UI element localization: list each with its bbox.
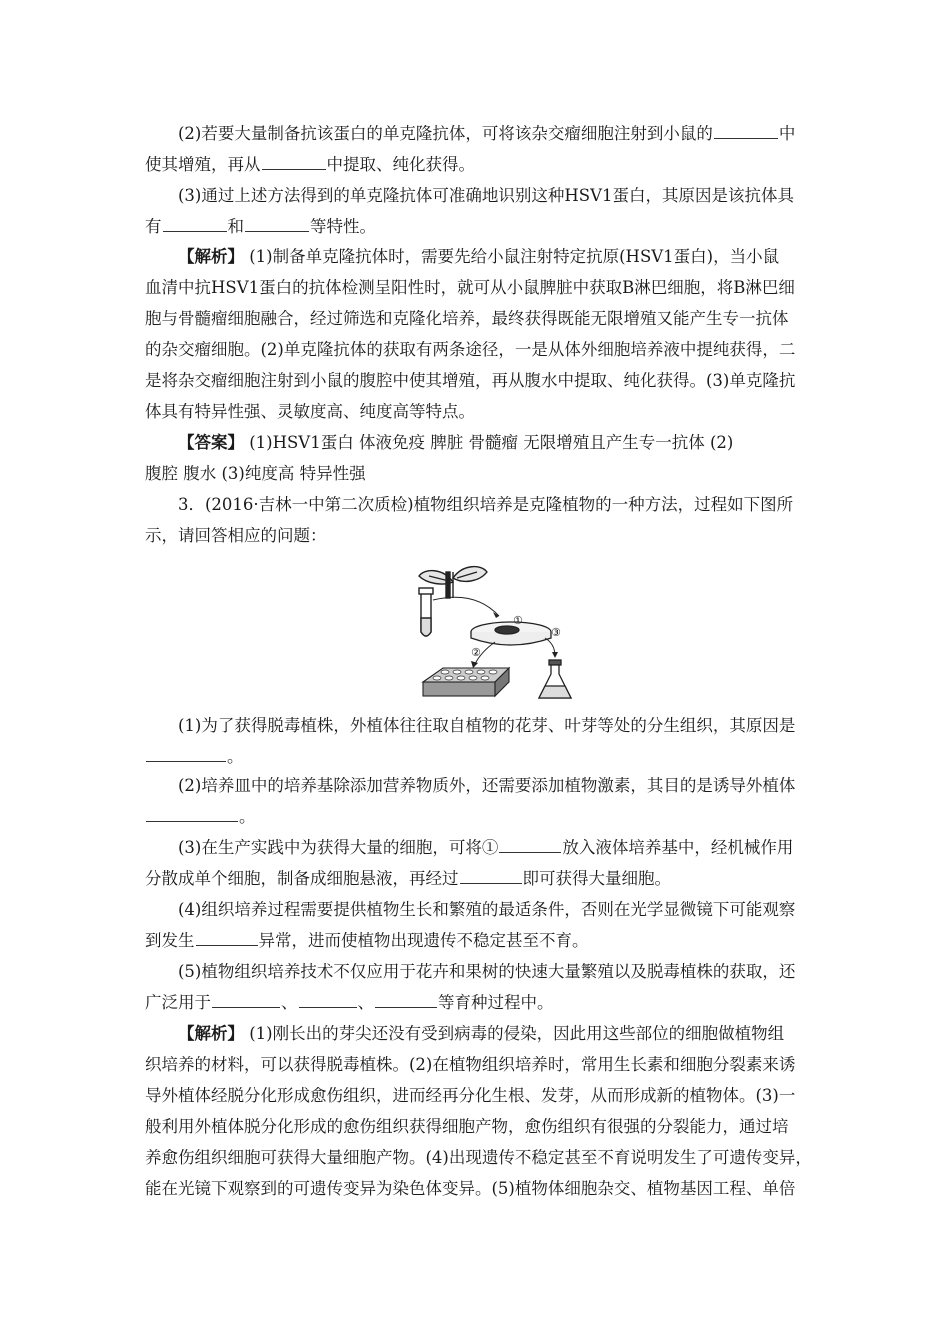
test-tube-icon — [419, 588, 433, 636]
answer-blank — [375, 989, 437, 1008]
arrow-line — [433, 597, 499, 616]
answer-blank — [146, 743, 226, 762]
q3-intro: 3．(2016·吉林一中第二次质检)植物组织培养是克隆植物的一种方法，过程如下图所 示，请回答相应的问题： — [145, 495, 794, 545]
q2-part2-line2: 使其增殖，再从 中提取、纯化获得。 — [145, 149, 809, 180]
scalpel-icon — [446, 572, 450, 598]
analysis-tag: 【解析】 — [178, 247, 244, 266]
flask-icon — [539, 660, 571, 698]
petri-dish-icon — [471, 622, 551, 645]
answer-blank — [146, 803, 238, 822]
q2-part2 — [145, 118, 809, 180]
q3-part3: (3)在生产实践中为获得大量的细胞，可将① 放入液体培养基中，经机械作用 分散成单个细胞，制备成细胞悬液，再经过 即可获得大量细胞。 — [145, 832, 809, 894]
answer-blank — [212, 989, 280, 1008]
figure-label-3: ③ — [551, 626, 561, 639]
answer-blank — [299, 989, 357, 1008]
arrow-head — [552, 652, 558, 658]
answer-blank — [262, 151, 326, 170]
q2-part3-line2: 有 和 等特性。 — [145, 211, 809, 242]
q3-part2: (2)培养皿中的培养基除添加营养物质外，还需要添加植物激素，其目的是诱导外植体 。 — [145, 770, 809, 832]
q2-part3 — [145, 180, 809, 242]
answer-blank — [163, 213, 227, 232]
answer-blank — [196, 927, 258, 946]
q3-part1: (1)为了获得脱毒植株，外植体往往取自植物的花芽、叶芽等处的分生组织，其原因是 。 — [145, 710, 809, 772]
tissue-culture-figure — [415, 560, 575, 705]
q2-answer: 【答案】 (1)HSV1蛋白 体液免疫 脾脏 骨髓瘤 无限增殖且产生专一抗体 (2) 腹腔 腹水 (3)纯度高 特异性强 — [145, 433, 734, 483]
answer-blank — [245, 213, 309, 232]
arrow-head — [471, 661, 478, 668]
figure-label-1: ① — [513, 614, 523, 627]
analysis-tag: 【解析】 — [178, 1024, 244, 1043]
q2-part3-line1: (3)通过上述方法得到的单克隆抗体可准确地识别这种HSV1蛋白，其原因是该抗体具 — [178, 186, 794, 205]
answer-blank — [714, 120, 778, 139]
answer-blank — [499, 834, 561, 853]
q3-part5: (5)植物组织培养技术不仅应用于花卉和果树的快速大量繁殖以及脱毒植株的获取，还 广泛用于 、 、 等育种过程中。 — [145, 962, 796, 1012]
answer-tag: 【答案】 — [178, 433, 244, 452]
figure-label-2: ② — [471, 646, 481, 659]
q2-part2-line1: (2)若要大量制备抗该蛋白的单克隆抗体，可将该杂交瘤细胞注射到小鼠的 中 — [145, 118, 809, 149]
q3-part4: (4)组织培养过程需要提供植物生长和繁殖的最适条件，否则在光学显微镜下可能观察 到发生 异常，进而使植物出现遗传不稳定甚至不育。 — [145, 900, 796, 950]
answer-blank — [460, 865, 522, 884]
q3-analysis: 【解析】 (1)刚长出的芽尖还没有受到病毒的侵染，因此用这些部位的细胞做植物组 织培养的材料，可以获得脱毒植株。(2)在植物组织培养时，常用生长素和细胞分裂素来诱 导外植体经脱分化形成愈伤组织，进而经再分化生根、发芽，从而形成新的植物体。(3)一 般利用外植体脱分化形成的愈伤组织获得细胞产物，愈伤组织有很强的分裂能力，通过培 养愈伤组织细胞可获得大量细胞产物。(4)出现遗传不稳定甚至不育说明发生了可遗传变异， 能在光镜下观察到的可遗传变异为染色体变异。(5)植物体细胞杂交、植物基因工程、单倍 — [145, 1024, 812, 1198]
q2-analysis: 【解析】 (1)制备单克隆抗体时，需要先给小鼠注射特定抗原(HSV1蛋白)，当小鼠 血清中抗HSV1蛋白的抗体检测呈阳性时，就可从小鼠脾脏中获取B淋巴细胞，将B淋巴细 胞与骨髓瘤细胞融合，经过筛选和克隆化培养，最终获得既能无限增殖又能产生专一抗体 的杂交瘤细胞。(2)单克隆抗体的获取有两条途径，一是从体外细胞培养液中提纯获得，二 是将杂交瘤细胞注射到小鼠的腹腔中使其增殖，再从腹水中提取、纯化获得。(3)单克隆抗 体具有特异性强、灵敏度高、纯度高等特点。 — [145, 247, 796, 421]
